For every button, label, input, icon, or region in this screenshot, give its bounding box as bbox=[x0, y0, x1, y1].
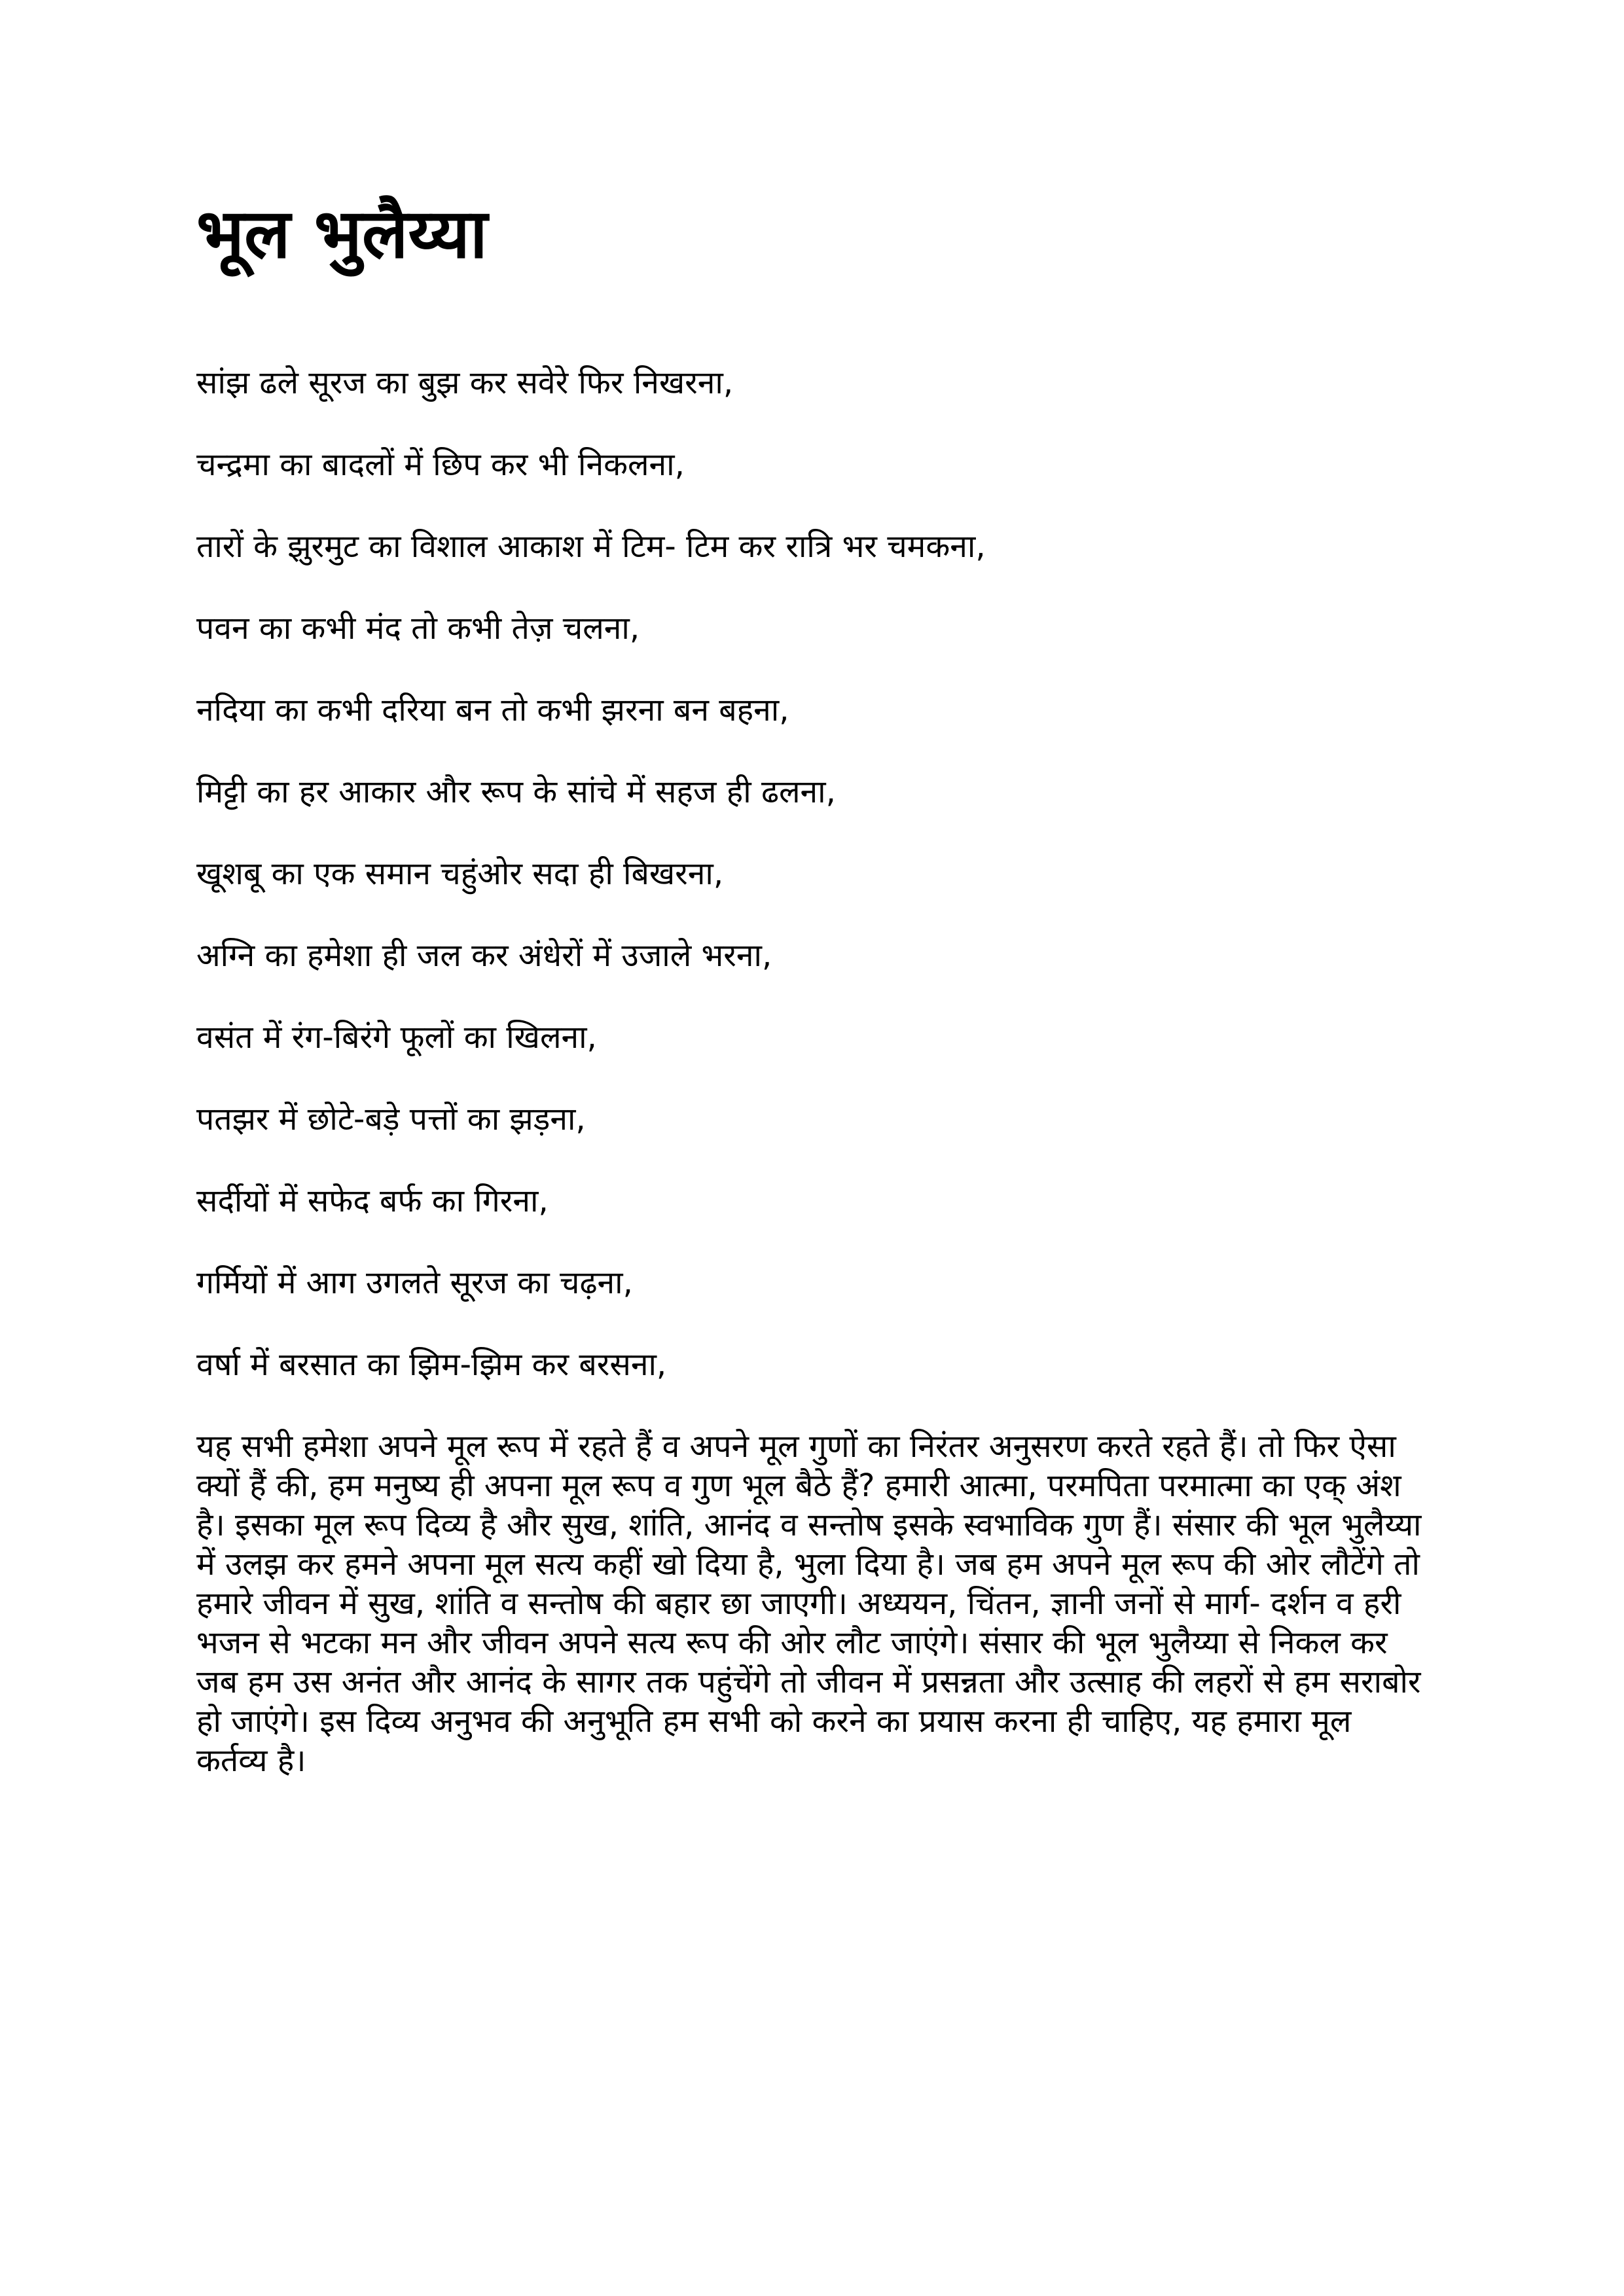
poem-line: अग्नि का हमेशा ही जल कर अंधेरों में उजाले भरना, bbox=[196, 937, 772, 974]
poem-line: पवन का कभी मंद तो कभी तेज़ चलना, bbox=[196, 610, 640, 647]
poem-line: मिट्टी का हर आकार और रूप के सांचे में सहज ही ढलना, bbox=[196, 774, 836, 810]
poem-line: वर्षा में बरसात का झिम-झिम कर बरसना, bbox=[196, 1346, 667, 1383]
poem-line: चन्द्रमा का बादलों में छिप कर भी निकलना, bbox=[196, 446, 685, 483]
poem-line: पतझर में छोटे-बड़े पत्तों का झड़ना, bbox=[196, 1101, 586, 1138]
poem-line: खूशबू का एक समान चहुंओर सदा ही बिखरना, bbox=[196, 855, 724, 892]
poem-line: तारों के झुरमुट का विशाल आकाश में टिम- टिम कर रात्रि भर चमकना, bbox=[196, 528, 986, 565]
page-title: भूल भुलैय्या bbox=[196, 194, 488, 274]
poem-line: सांझ ढले सूरज का बुझ कर सवेरे फिर निखरना, bbox=[196, 365, 734, 401]
poem-line: गर्मियों में आग उगलते सूरज का चढ़ना, bbox=[196, 1265, 633, 1301]
poem-line: सर्दीयों में सफेद बर्फ का गिरना, bbox=[196, 1183, 549, 1219]
body-paragraph: यह सभी हमेशा अपने मूल रूप में रहते हैं व अपने मूल गुणों का निरंतर अनुसरण करते रहते हैं। तो फिर ऐसा क्यों हैं की, हम मनुष्य ही अपना मूल रूप व गुण भूल बैठे हैं? हमारी आत्मा, परमपिता परमात्मा का एक् अंश है। इसका मूल रूप दिव्य है और सुख, शांति, आनंद व सन्तोष इसके स्वभाविक गुण हैं। संसार की भूल भुलैय्या में उलझ कर हमने अपना मूल सत्य कहीं खो दिया है, भुला दिया है। जब हम अपने मूल रूप की ओर लौटेंगे तो हमारे जीवन में सुख, शांति व सन्तोष की बहार छा जाएगी। अध्ययन, चिंतन, ज्ञानी जनों से मार्ग- दर्शन व हरी भजन से भटका मन और जीवन अपने सत्य रूप की ओर लौट जाएंगे। संसार की भूल भुलैय्या से निकल कर जब हम उस अनंत और आनंद के सागर तक पहुंचेंगे तो जीवन में प्रसन्नता और उत्साह की लहरों से हम सराबोर हो जाएंगे। इस दिव्य अनुभव की अनुभूति हम सभी को करने का प्रयास करना ही चाहिए, यह हमारा मूल कर्तव्य है। bbox=[196, 1428, 1422, 1779]
poem-line: वसंत में रंग-बिरंगे फूलों का खिलना, bbox=[196, 1019, 597, 1056]
poem-lines bbox=[196, 357, 1440, 1420]
poem-line: नदिया का कभी दरिया बन तो कभी झरना बन बहना, bbox=[196, 692, 789, 728]
